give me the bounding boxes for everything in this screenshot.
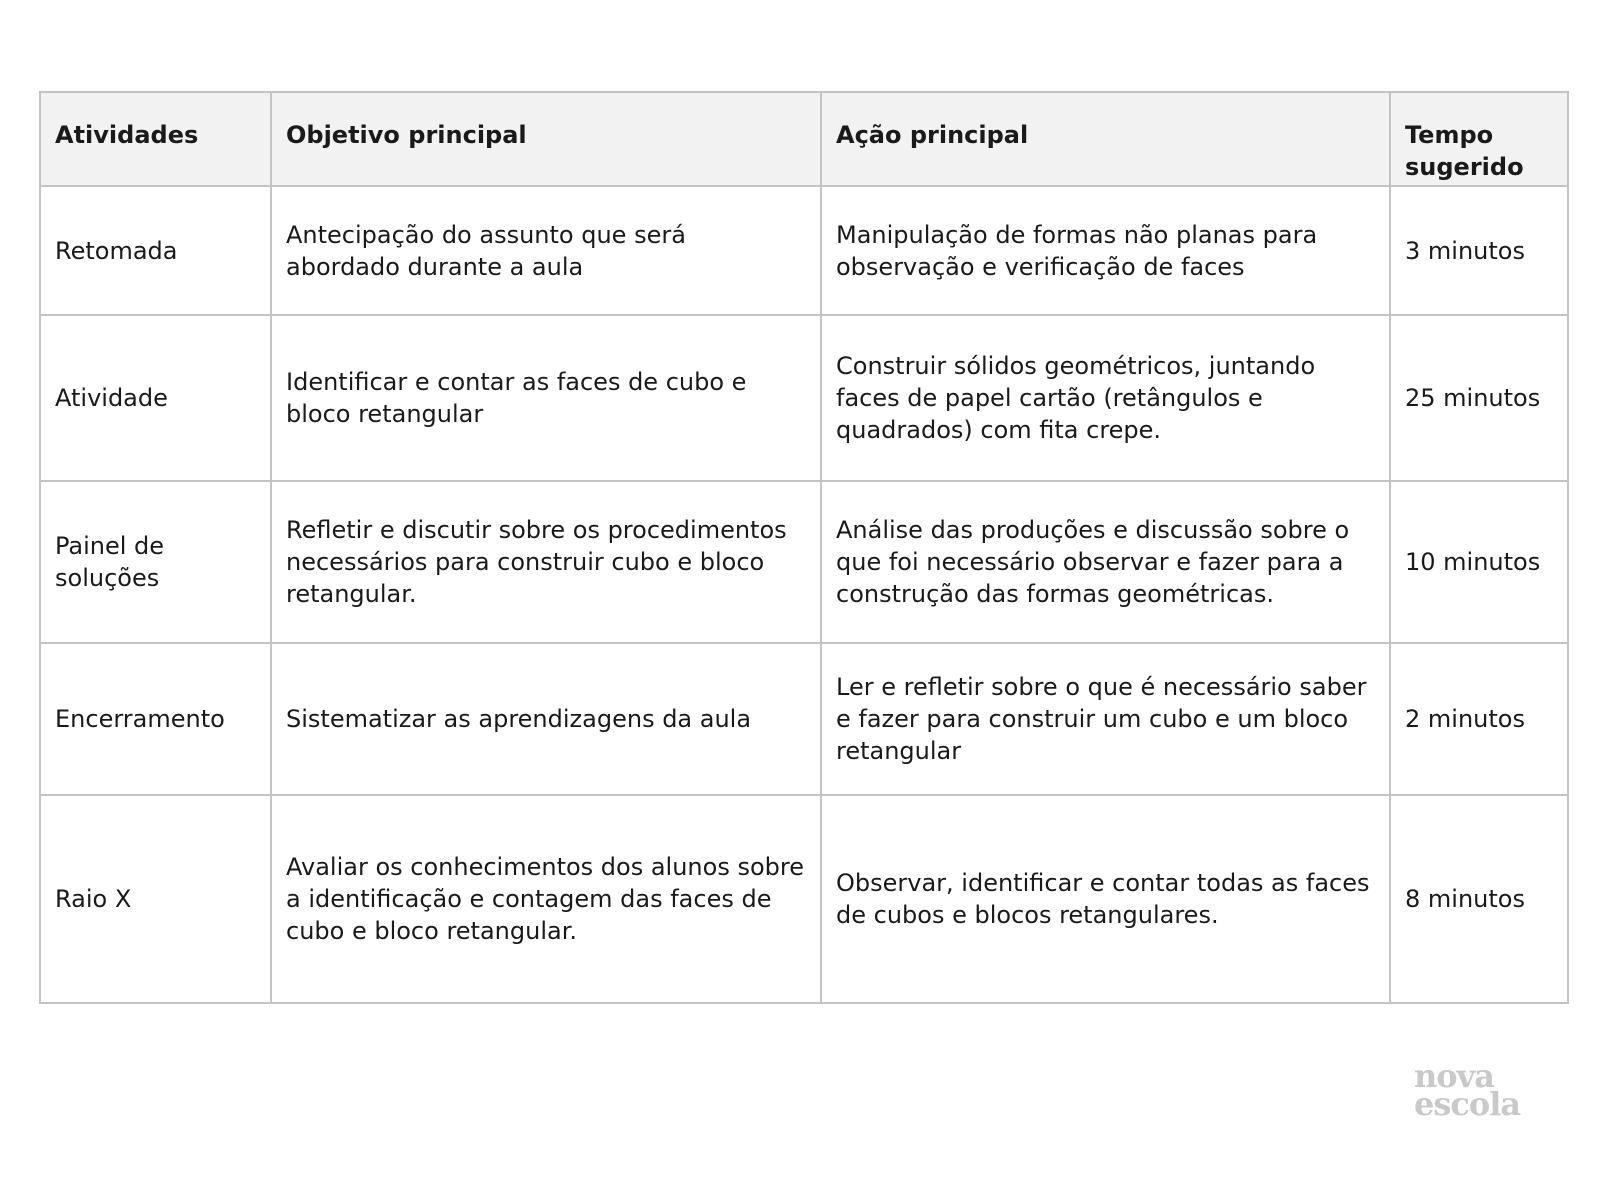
nova-escola-logo [1414, 1057, 1534, 1123]
cell-objetivo: Sistematizar as aprendizagens da aula [271, 643, 821, 795]
table-row [40, 481, 1568, 643]
cell-atividade: Painel de soluções [40, 481, 271, 643]
cell-tempo: 3 minutos [1390, 186, 1568, 315]
cell-tempo: 25 minutos [1390, 315, 1568, 481]
header-acao: Ação principal [821, 92, 1390, 186]
cell-atividade: Retomada [40, 186, 271, 315]
cell-atividade: Atividade [40, 315, 271, 481]
cell-acao: Análise das produções e discussão sobre o que foi necessário observar e fazer para a construção das formas geométricas. [821, 481, 1390, 643]
header-tempo: Tempo sugerido [1390, 92, 1568, 186]
cell-tempo: 8 minutos [1390, 795, 1568, 1003]
cell-objetivo: Antecipação do assunto que será abordado durante a aula [271, 186, 821, 315]
cell-acao: Observar, identificar e contar todas as faces de cubos e blocos retangulares. [821, 795, 1390, 1003]
lesson-plan-table [39, 91, 1569, 1004]
cell-acao: Construir sólidos geométricos, juntando faces de papel cartão (retângulos e quadrados) com fita crepe. [821, 315, 1390, 481]
table-row [40, 186, 1568, 315]
cell-tempo: 10 minutos [1390, 481, 1568, 643]
cell-atividade: Encerramento [40, 643, 271, 795]
cell-objetivo: Avaliar os conhecimentos dos alunos sobre a identificação e contagem das faces de cubo e bloco retangular. [271, 795, 821, 1003]
logo-line-escola: escola [1414, 1085, 1521, 1123]
cell-acao: Ler e refletir sobre o que é necessário saber e fazer para construir um cubo e um bloco retangular [821, 643, 1390, 795]
logo-line-nova: nova [1414, 1057, 1494, 1095]
cell-atividade: Raio X [40, 795, 271, 1003]
table-row [40, 315, 1568, 481]
table-body [40, 186, 1568, 1003]
cell-objetivo: Identificar e contar as faces de cubo e bloco retangular [271, 315, 821, 481]
cell-acao: Manipulação de formas não planas para observação e verificação de faces [821, 186, 1390, 315]
table-row [40, 643, 1568, 795]
cell-tempo: 2 minutos [1390, 643, 1568, 795]
table-header [40, 92, 1568, 186]
header-row [40, 92, 1568, 186]
header-objetivo: Objetivo principal [271, 92, 821, 186]
table-row [40, 795, 1568, 1003]
header-atividades: Atividades [40, 92, 271, 186]
cell-objetivo: Refletir e discutir sobre os procedimentos necessários para construir cubo e bloco retangular. [271, 481, 821, 643]
